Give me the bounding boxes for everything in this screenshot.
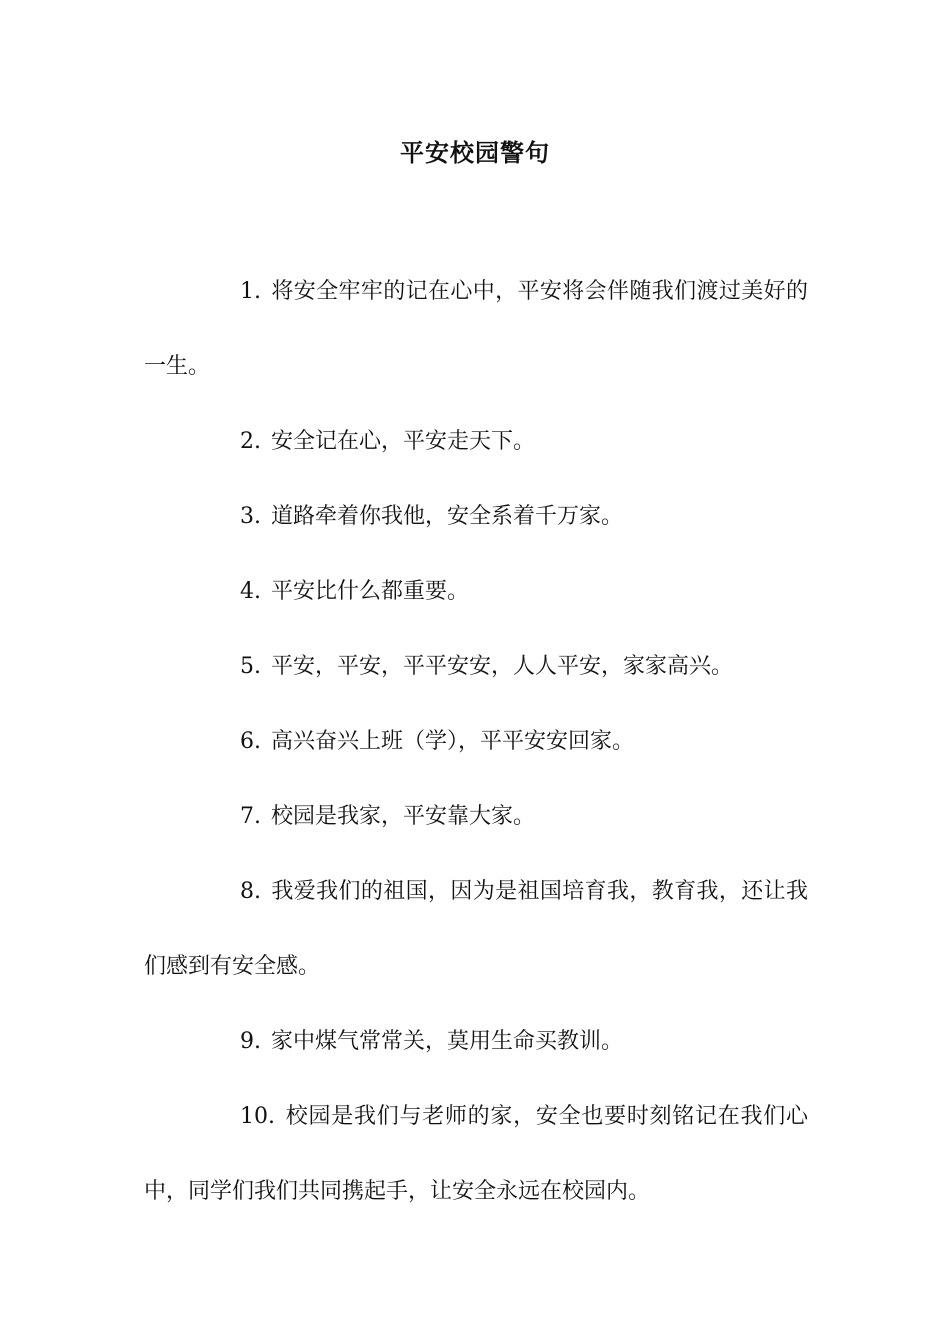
item-text: 安全记在心，平安走天下。 [271,429,536,454]
list-item [144,779,808,854]
item-number: 1. [240,279,261,304]
list-item [144,254,808,404]
item-number: 8. [240,879,261,904]
item-text: 平安比什么都重要。 [271,579,470,604]
item-text: 校园是我们与老师的家，安全也要时刻铭记在我们心中，同学们我们共同携起手，让安全永远在校园内。 [144,1104,808,1204]
item-text: 我爱我们的祖国，因为是祖国培育我，教育我，还让我们感到有安全感。 [144,879,808,979]
item-text: 将安全牢牢的记在心中，平安将会伴随我们渡过美好的一生。 [144,279,808,379]
item-text: 平安，平安，平平安安，人人平安，家家高兴。 [271,654,734,679]
item-number: 10. [240,1104,275,1129]
list-item [144,404,808,479]
list-item [144,854,808,1004]
item-text: 家中煤气常常关，莫用生命买教训。 [271,1029,624,1054]
list-item [144,1004,808,1079]
list-item [144,1079,808,1229]
list-item [144,479,808,554]
item-number: 9. [240,1029,261,1054]
item-text: 校园是我家，平安靠大家。 [271,804,536,829]
item-text: 道路牵着你我他，安全系着千万家。 [271,504,624,529]
page-title: 平安校园警句 [400,138,550,167]
item-number: 5. [240,654,261,679]
document-body [144,254,808,1229]
item-text: 高兴奋兴上班（学），平平安安回家。 [271,729,635,754]
list-item [144,629,808,704]
list-item [144,554,808,629]
item-number: 2. [240,429,261,454]
item-number: 7. [240,804,261,829]
item-number: 3. [240,504,261,529]
list-item [144,704,808,779]
item-number: 6. [240,729,261,754]
item-number: 4. [240,579,261,604]
